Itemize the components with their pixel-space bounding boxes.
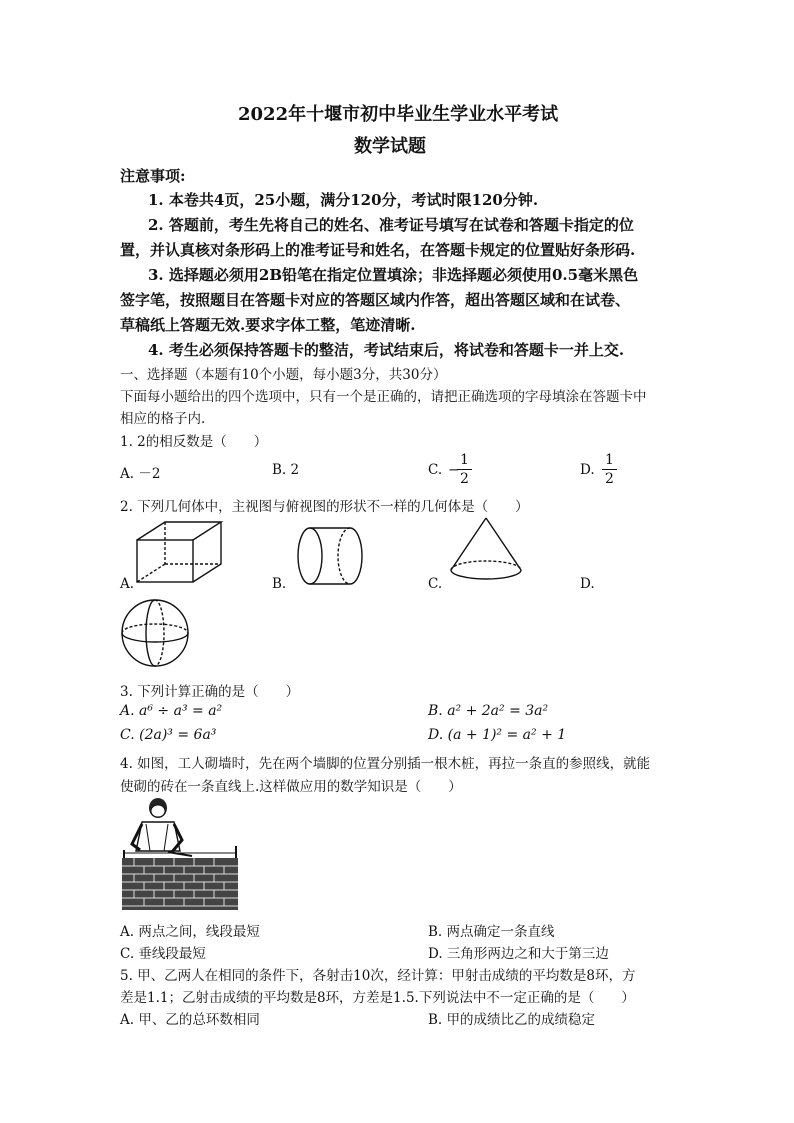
- note-item-4: 4. 考生必须保持答题卡的整洁，考试结束后，将试卷和答题卡一并上交.: [148, 341, 625, 359]
- q1-option-c-fraction: [457, 451, 472, 488]
- q5-stem-line2: 差是1.1；乙射击成绩的平均数是8环，方差是1.5.下列说法中不一定正确的是（ ）: [120, 990, 635, 1006]
- bricklayer-illustration: [120, 796, 240, 912]
- q2-option-c: C.: [428, 576, 443, 592]
- q2-option-a: A.: [120, 576, 135, 592]
- q4-option-a: A. 两点之间，线段最短: [120, 924, 260, 940]
- section-instruction-1: 下面每小题给出的四个选项中，只有一个是正确的，请把正确选项的字母填涂在答题卡中: [120, 389, 647, 405]
- q3-option-a: A. a⁶ ÷ a³ = a²: [120, 703, 223, 719]
- notes-heading: 注意事项:: [120, 167, 186, 185]
- section-heading: 一、选择题（本题有10个小题，每小题3分，共30分）: [120, 367, 447, 383]
- q1-stem: 1. 2的相反数是（ ）: [120, 434, 268, 450]
- q5-option-b: B. 甲的成绩比乙的成绩稳定: [428, 1012, 596, 1028]
- q3-option-b: B. a² + 2a² = 3a²: [428, 703, 549, 719]
- q3-stem: 3. 下列计算正确的是（ ）: [120, 684, 300, 700]
- q1-c-numerator: 1: [457, 451, 472, 470]
- q1-option-d-label: D.: [580, 462, 595, 478]
- cylinder-figure: [296, 526, 368, 588]
- section-instruction-2: 相应的格子内.: [120, 411, 206, 427]
- q5-option-a: A. 甲、乙的总环数相同: [120, 1012, 260, 1028]
- q5-stem-line1: 5. 甲、乙两人在相同的条件下，各射击10次，经计算：甲射击成绩的平均数是8环，方: [120, 968, 636, 984]
- cube-figure: [135, 520, 225, 585]
- cone-figure: [448, 516, 524, 582]
- note-item-3-cont1: 签字笔，按照题目在答题卡对应的答题区域内作答，超出答题区域和在试卷、: [120, 291, 631, 309]
- q1-option-d-fraction: [602, 451, 617, 488]
- sphere-figure: [120, 598, 190, 668]
- q2-stem: 2. 下列几何体中，主视图与俯视图的形状不一样的几何体是（ ）: [120, 499, 529, 515]
- note-item-3: 3. 选择题必须用2B铅笔在指定位置填涂；非选择题必须使用0.5毫米黑色: [148, 266, 639, 284]
- q4-stem-line2: 使砌的砖在一条直线上.这样做应用的数学知识是（ ）: [120, 779, 462, 795]
- q1-option-c-sign: −: [448, 462, 460, 478]
- q1-c-denominator: 2: [460, 471, 469, 487]
- note-item-1: 1. 本卷共4页，25小题，满分120分，考试时限120分钟.: [148, 191, 539, 209]
- q1-option-c-label: C.: [428, 462, 443, 478]
- q4-option-c: C. 垂线段最短: [120, 946, 206, 962]
- note-item-2: 2. 答题前，考生先将自己的姓名、准考证号填写在试卷和答题卡指定的位: [148, 216, 634, 234]
- q3-option-d: D. (a + 1)² = a² + 1: [428, 727, 567, 743]
- q2-option-b: B.: [272, 576, 287, 592]
- q1-option-b: B. 2: [272, 462, 300, 478]
- q1-d-numerator: 1: [602, 451, 617, 470]
- exam-title: 2022年十堰市初中毕业生学业水平考试: [238, 104, 559, 125]
- q4-option-d: D. 三角形两边之和大于第三边: [428, 946, 609, 962]
- note-item-2-cont: 置，并认真核对条形码上的准考证号和姓名，在答题卡规定的位置贴好条形码.: [120, 241, 636, 259]
- note-item-3-cont2: 草稿纸上答题无效.要求字体工整，笔迹清晰.: [120, 316, 416, 334]
- q3-option-c: C. (2a)³ = 6a³: [120, 727, 217, 743]
- q1-d-denominator: 2: [605, 471, 614, 487]
- exam-subject: 数学试题: [354, 136, 426, 157]
- q2-option-d: D.: [580, 576, 595, 592]
- q4-stem-line1: 4. 如图，工人砌墙时，先在两个墙脚的位置分别插一根木桩，再拉一条直的参照线，就能: [120, 756, 651, 772]
- q1-option-a: A. －2: [120, 466, 161, 482]
- q4-option-b: B. 两点确定一条直线: [428, 924, 555, 940]
